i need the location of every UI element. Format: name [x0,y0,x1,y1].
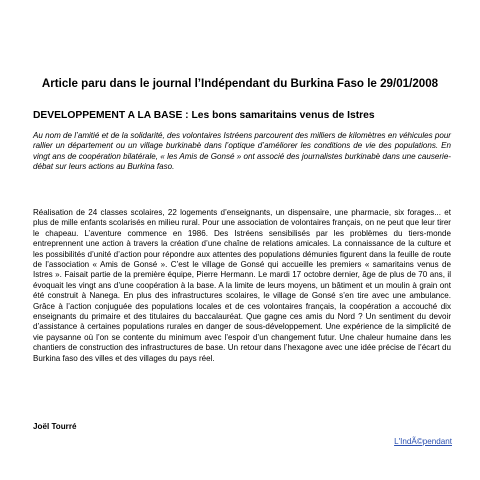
article-heading: DEVELOPPEMENT A LA BASE : Les bons samaritains venus de Istres [33,110,375,121]
source-link[interactable]: L'IndÃ©pendant [394,437,452,446]
article-intro: Au nom de l’amitié et de la solidarité, des volontaires Istréens parcourent des milliers de kilomètres en véhicules pour rallier un département ou un village burkinabè dans l’optique d’améliorer les conditions de vie des populations. En vingt ans de coopération bilatérale, « les Amis de Gonsé » ont associé des journalistes burkinabè dans une causerie-débat sur leurs actions au Burkina faso. [33,131,451,172]
article-author: Joël Tourré [33,422,77,431]
article-body: Réalisation de 24 classes scolaires, 22 logements d’enseignants, un dispensaire, une pharmacie, six forages... et plus de mille enfants scolarisés en milieu rural. Pour une association de volontaires français, on ne peut que leur tirer le chapeau. L’aventure commence en 1986. Des Istréens sensibilisés par les problèmes du tiers-monde entreprennent une action à travers la création d’une chaîne de relations amicales. La connaissance de la culture et les possibilités d’unité d’action pour répondre aux attentes des populations démunies figurent dans la feuille de route de l’association « Amis de Gonsé ». C’est le village de Gonsé qui accueille les premiers « samaritains venus de Istres ». Faisait partie de la première équipe, Pierre Hermann. Le mardi 17 octobre dernier, âge de plus de 70 ans, il évoquait les vingt ans d’une coopération à la base. A la limite de leurs moyens, un bâtiment et un moulin à grain ont été construit à Nanega. En plus des infrastructures scolaires, le village de Gonsé s’en tire avec une ambulance. Grâce à l’action conjuguée des populations locales et de ces volontaires français, la coopération a accouché dix enseignants du primaire et des titulaires du baccalauréat. Que gagne ces amis du Nord ? Un sentiment du devoir d’assistance à certaines populations rurales en danger de sous-développement. Une expérience de la simplicité de vie paysanne où l’on se contente du minimum avec l’espoir d’un changement futur. Une chaleur humaine dans les chantiers de construction des infrastructures de base. Un retour dans l’hexagone avec une idée précise de l’écart du Burkina faso des villes et des villages du pays réel. [33,208,451,363]
article-title: Article paru dans le journal l’Indépendant du Burkina Faso le 29/01/2008 [41,77,439,90]
